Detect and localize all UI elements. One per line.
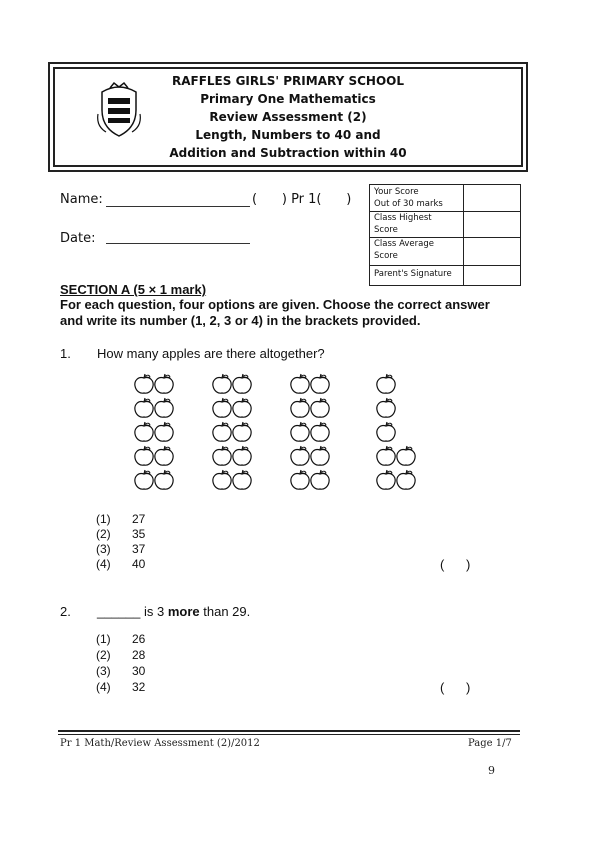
class-average-sublabel: Score: [374, 251, 398, 261]
option-value: 26: [132, 632, 146, 646]
apple-icon: [291, 398, 309, 417]
apple-icon: [291, 470, 309, 489]
apple-icon: [291, 374, 309, 393]
apple-icon: [233, 398, 251, 417]
topic-line-2: Addition and Subtraction within 40: [169, 146, 407, 160]
date-field[interactable]: [106, 243, 250, 244]
subject-title: Primary One Mathematics: [200, 92, 376, 106]
apple-icon: [213, 446, 231, 465]
answer-bracket[interactable]: ( ): [440, 557, 471, 572]
apple-icon: [311, 446, 329, 465]
class-average-label: Class Average: [374, 239, 434, 249]
apple-icon: [155, 422, 173, 441]
apple-icon: [213, 422, 231, 441]
footer-document-id: Pr 1 Math/Review Assessment (2)/2012: [60, 738, 260, 749]
option-number: (3): [96, 542, 111, 556]
option-number: (2): [96, 648, 111, 662]
apple-icon: [233, 422, 251, 441]
apple-icon: [135, 398, 153, 417]
class-register-field[interactable]: ( ) Pr 1( ): [252, 192, 352, 207]
apple-icon: [377, 446, 395, 465]
apple-icon: [233, 374, 251, 393]
apple-icon: [397, 446, 415, 465]
option-value: 32: [132, 680, 146, 694]
name-field[interactable]: [106, 206, 250, 207]
question-text: How many apples are there altogether?: [97, 346, 325, 361]
apple-icon: [155, 470, 173, 489]
apple-icon: [233, 470, 251, 489]
apples-illustration: [120, 370, 440, 500]
apple-icon: [397, 470, 415, 489]
apple-icon: [213, 374, 231, 393]
option-value: 30: [132, 664, 146, 678]
answer-bracket[interactable]: ( ): [440, 680, 471, 695]
footer-page-number: Page 1/7: [468, 738, 512, 749]
corner-mark: 9: [488, 764, 495, 777]
apple-icon: [155, 398, 173, 417]
score-row-class-average: [370, 237, 520, 266]
question-text-part: than 29.: [199, 604, 251, 619]
score-sublabel: Out of 30 marks: [374, 199, 443, 209]
apple-icon: [213, 398, 231, 417]
option-value: 40: [132, 557, 146, 571]
apple-icon: [291, 422, 309, 441]
option-number: (1): [96, 632, 111, 646]
apple-icon: [311, 374, 329, 393]
date-label: Date:: [60, 231, 96, 246]
assessment-title: Review Assessment (2): [209, 110, 367, 124]
score-label: Your Score: [374, 187, 419, 197]
option-number: (1): [96, 512, 111, 526]
apple-icon: [135, 446, 153, 465]
name-label: Name:: [60, 192, 103, 207]
question-number: 1.: [60, 346, 71, 361]
apple-icon: [213, 470, 231, 489]
parent-signature-label: Parent's Signature: [374, 269, 452, 279]
option-number: (4): [96, 680, 111, 694]
apple-icon: [291, 446, 309, 465]
apple-icon: [155, 446, 173, 465]
apple-icon: [135, 422, 153, 441]
score-row-parent-signature: [370, 265, 520, 285]
score-row-your-score: [370, 185, 520, 212]
option-number: (2): [96, 527, 111, 541]
class-highest-sublabel: Score: [374, 225, 398, 235]
option-value: 37: [132, 542, 146, 556]
question-text-bold: more: [167, 604, 200, 619]
option-value: 28: [132, 648, 146, 662]
score-row-class-highest: [370, 211, 520, 238]
apple-icon: [377, 470, 395, 489]
apple-icon: [155, 374, 173, 393]
option-number: (4): [96, 557, 111, 571]
class-highest-label: Class Highest: [374, 213, 432, 223]
apple-icon: [135, 470, 153, 489]
footer-rule: [58, 730, 520, 732]
option-value: 35: [132, 527, 146, 541]
option-value: 27: [132, 512, 146, 526]
question-text: [97, 604, 250, 619]
apple-icon: [377, 374, 395, 393]
topic-line-1: Length, Numbers to 40 and: [195, 128, 381, 142]
school-name: RAFFLES GIRLS' PRIMARY SCHOOL: [171, 74, 404, 88]
school-crest-icon: [96, 80, 142, 138]
footer-rule: [58, 734, 520, 735]
section-title: SECTION A (5 × 1 mark): [60, 282, 207, 297]
question-text-part: is 3: [140, 604, 168, 619]
blank: ______: [97, 604, 141, 619]
score-table: [369, 184, 521, 286]
section-instruction-line-1: For each question, four options are given. Choose the correct answer: [60, 297, 490, 312]
section-instruction-line-2: and write its number (1, 2, 3 or 4) in the brackets provided.: [60, 313, 421, 328]
apple-icon: [311, 422, 329, 441]
apple-icon: [233, 446, 251, 465]
question-number: 2.: [60, 604, 71, 619]
apple-icon: [311, 398, 329, 417]
apple-icon: [311, 470, 329, 489]
option-number: (3): [96, 664, 111, 678]
apple-icon: [377, 422, 395, 441]
apple-icon: [377, 398, 395, 417]
apple-icon: [135, 374, 153, 393]
